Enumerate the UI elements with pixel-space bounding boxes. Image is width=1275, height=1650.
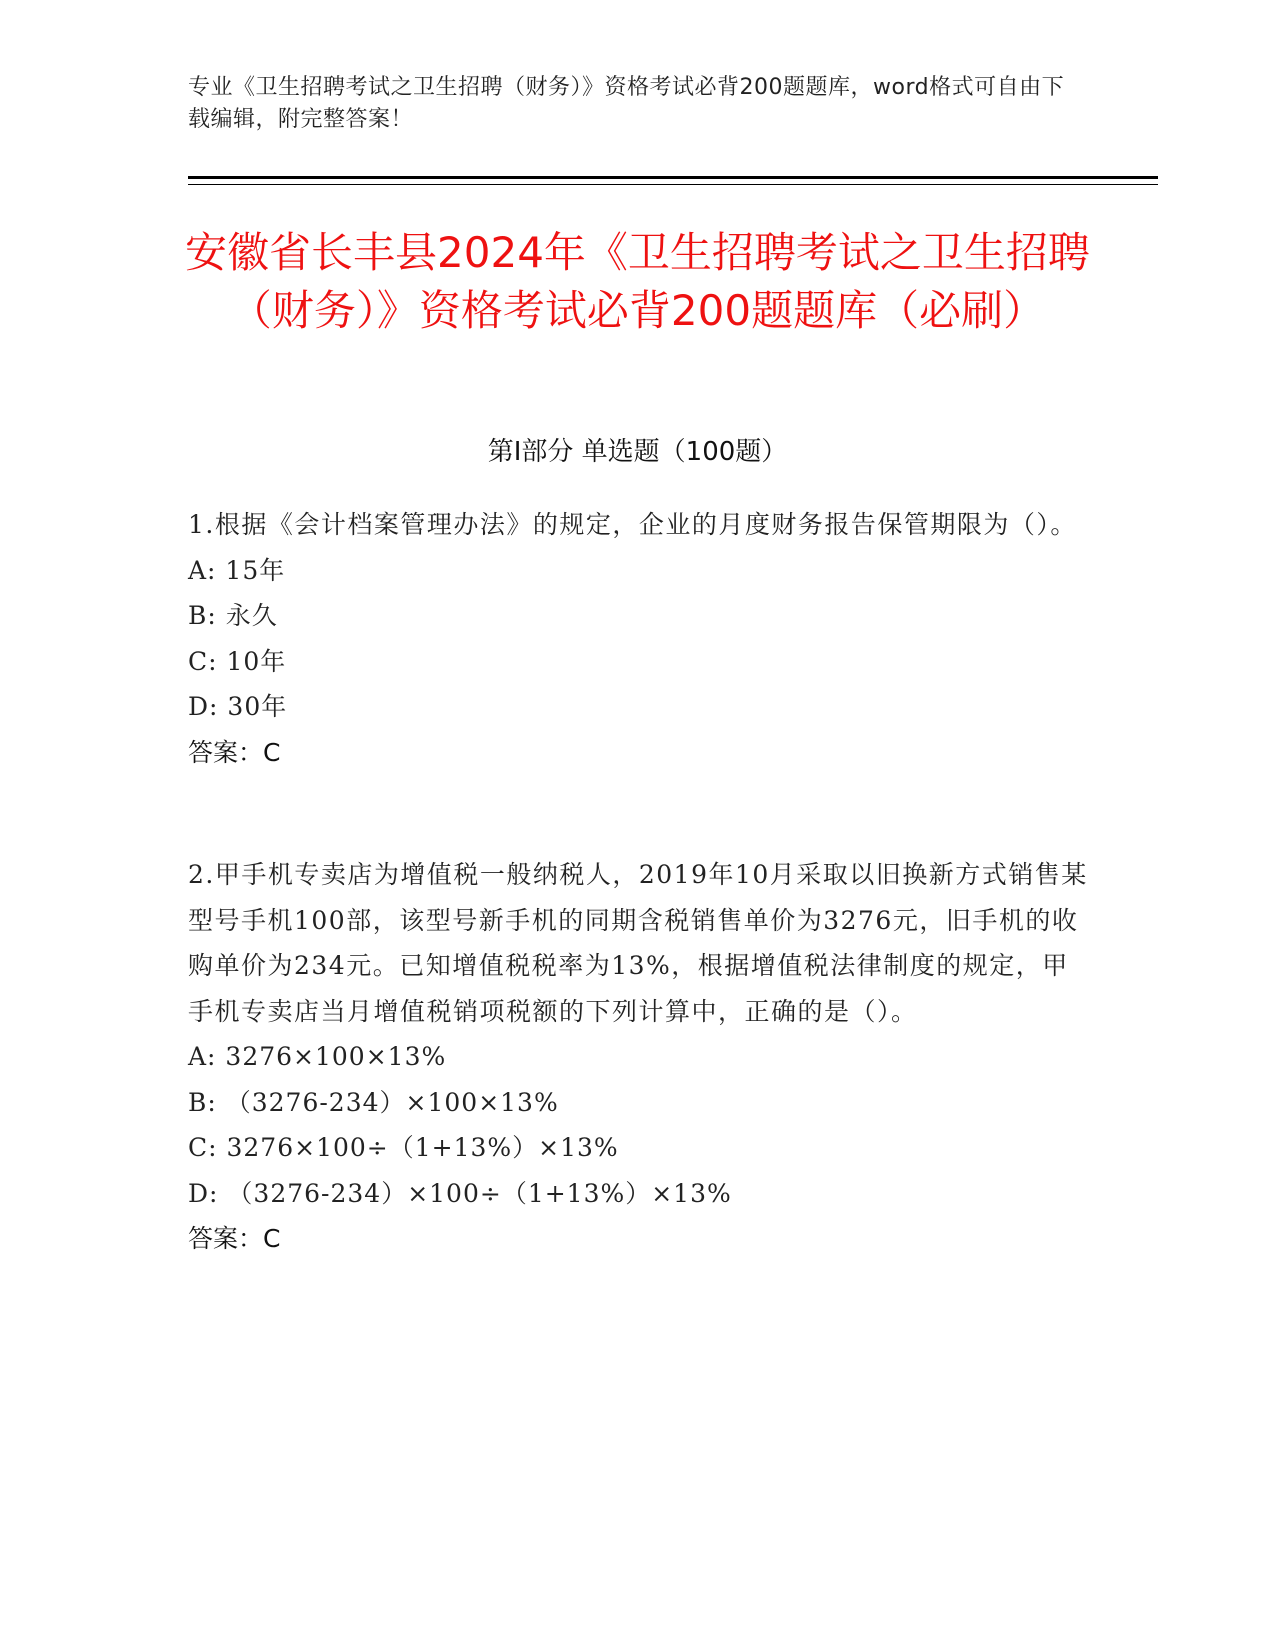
question-1 [188, 502, 1088, 775]
question-stem: 2.甲手机专卖店为增值税一般纳税人，2019年10月采取以旧换新方式销售某型号手机100部，该型号新手机的同期含税销售单价为3276元，旧手机的收购单价为234元。已知增值税税率为13%，根据增值税法律制度的规定，甲手机专卖店当月增值税销项税额的下列计算中，正确的是（）。 [188, 860, 1088, 1026]
header-note: 专业《卫生招聘考试之卫生招聘（财务）》资格考试必背200题题库，word格式可自由下载编辑，附完整答案！ [188, 75, 1065, 132]
option-b: B: 永久 [188, 601, 278, 630]
header-divider [188, 176, 1158, 179]
option-c: C: 10年 [188, 646, 287, 676]
question-2 [188, 852, 1088, 1262]
answer: 答案：C [188, 737, 281, 767]
answer: 答案：C [188, 1224, 281, 1253]
document-title: 安徽省长丰县2024年《卫生招聘考试之卫生招聘（财务）》资格考试必背200题题库（必刷） [185, 228, 1090, 335]
option-d: D: 30年 [188, 692, 288, 721]
header-divider-thin [188, 184, 1158, 185]
option-b: B: （3276-234）×100×13% [188, 1087, 559, 1117]
option-a: A: 3276×100×13% [188, 1042, 447, 1071]
option-a: A: 15年 [188, 555, 286, 585]
option-c: C: 3276×100÷（1+13%）×13% [188, 1133, 619, 1162]
section-heading: 第Ⅰ部分 单选题（100题） [487, 437, 788, 467]
option-d: D: （3276-234）×100÷（1+13%）×13% [188, 1178, 732, 1208]
question-stem: 1.根据《会计档案管理办法》的规定，企业的月度财务报告保管期限为（）。 [188, 510, 1077, 539]
